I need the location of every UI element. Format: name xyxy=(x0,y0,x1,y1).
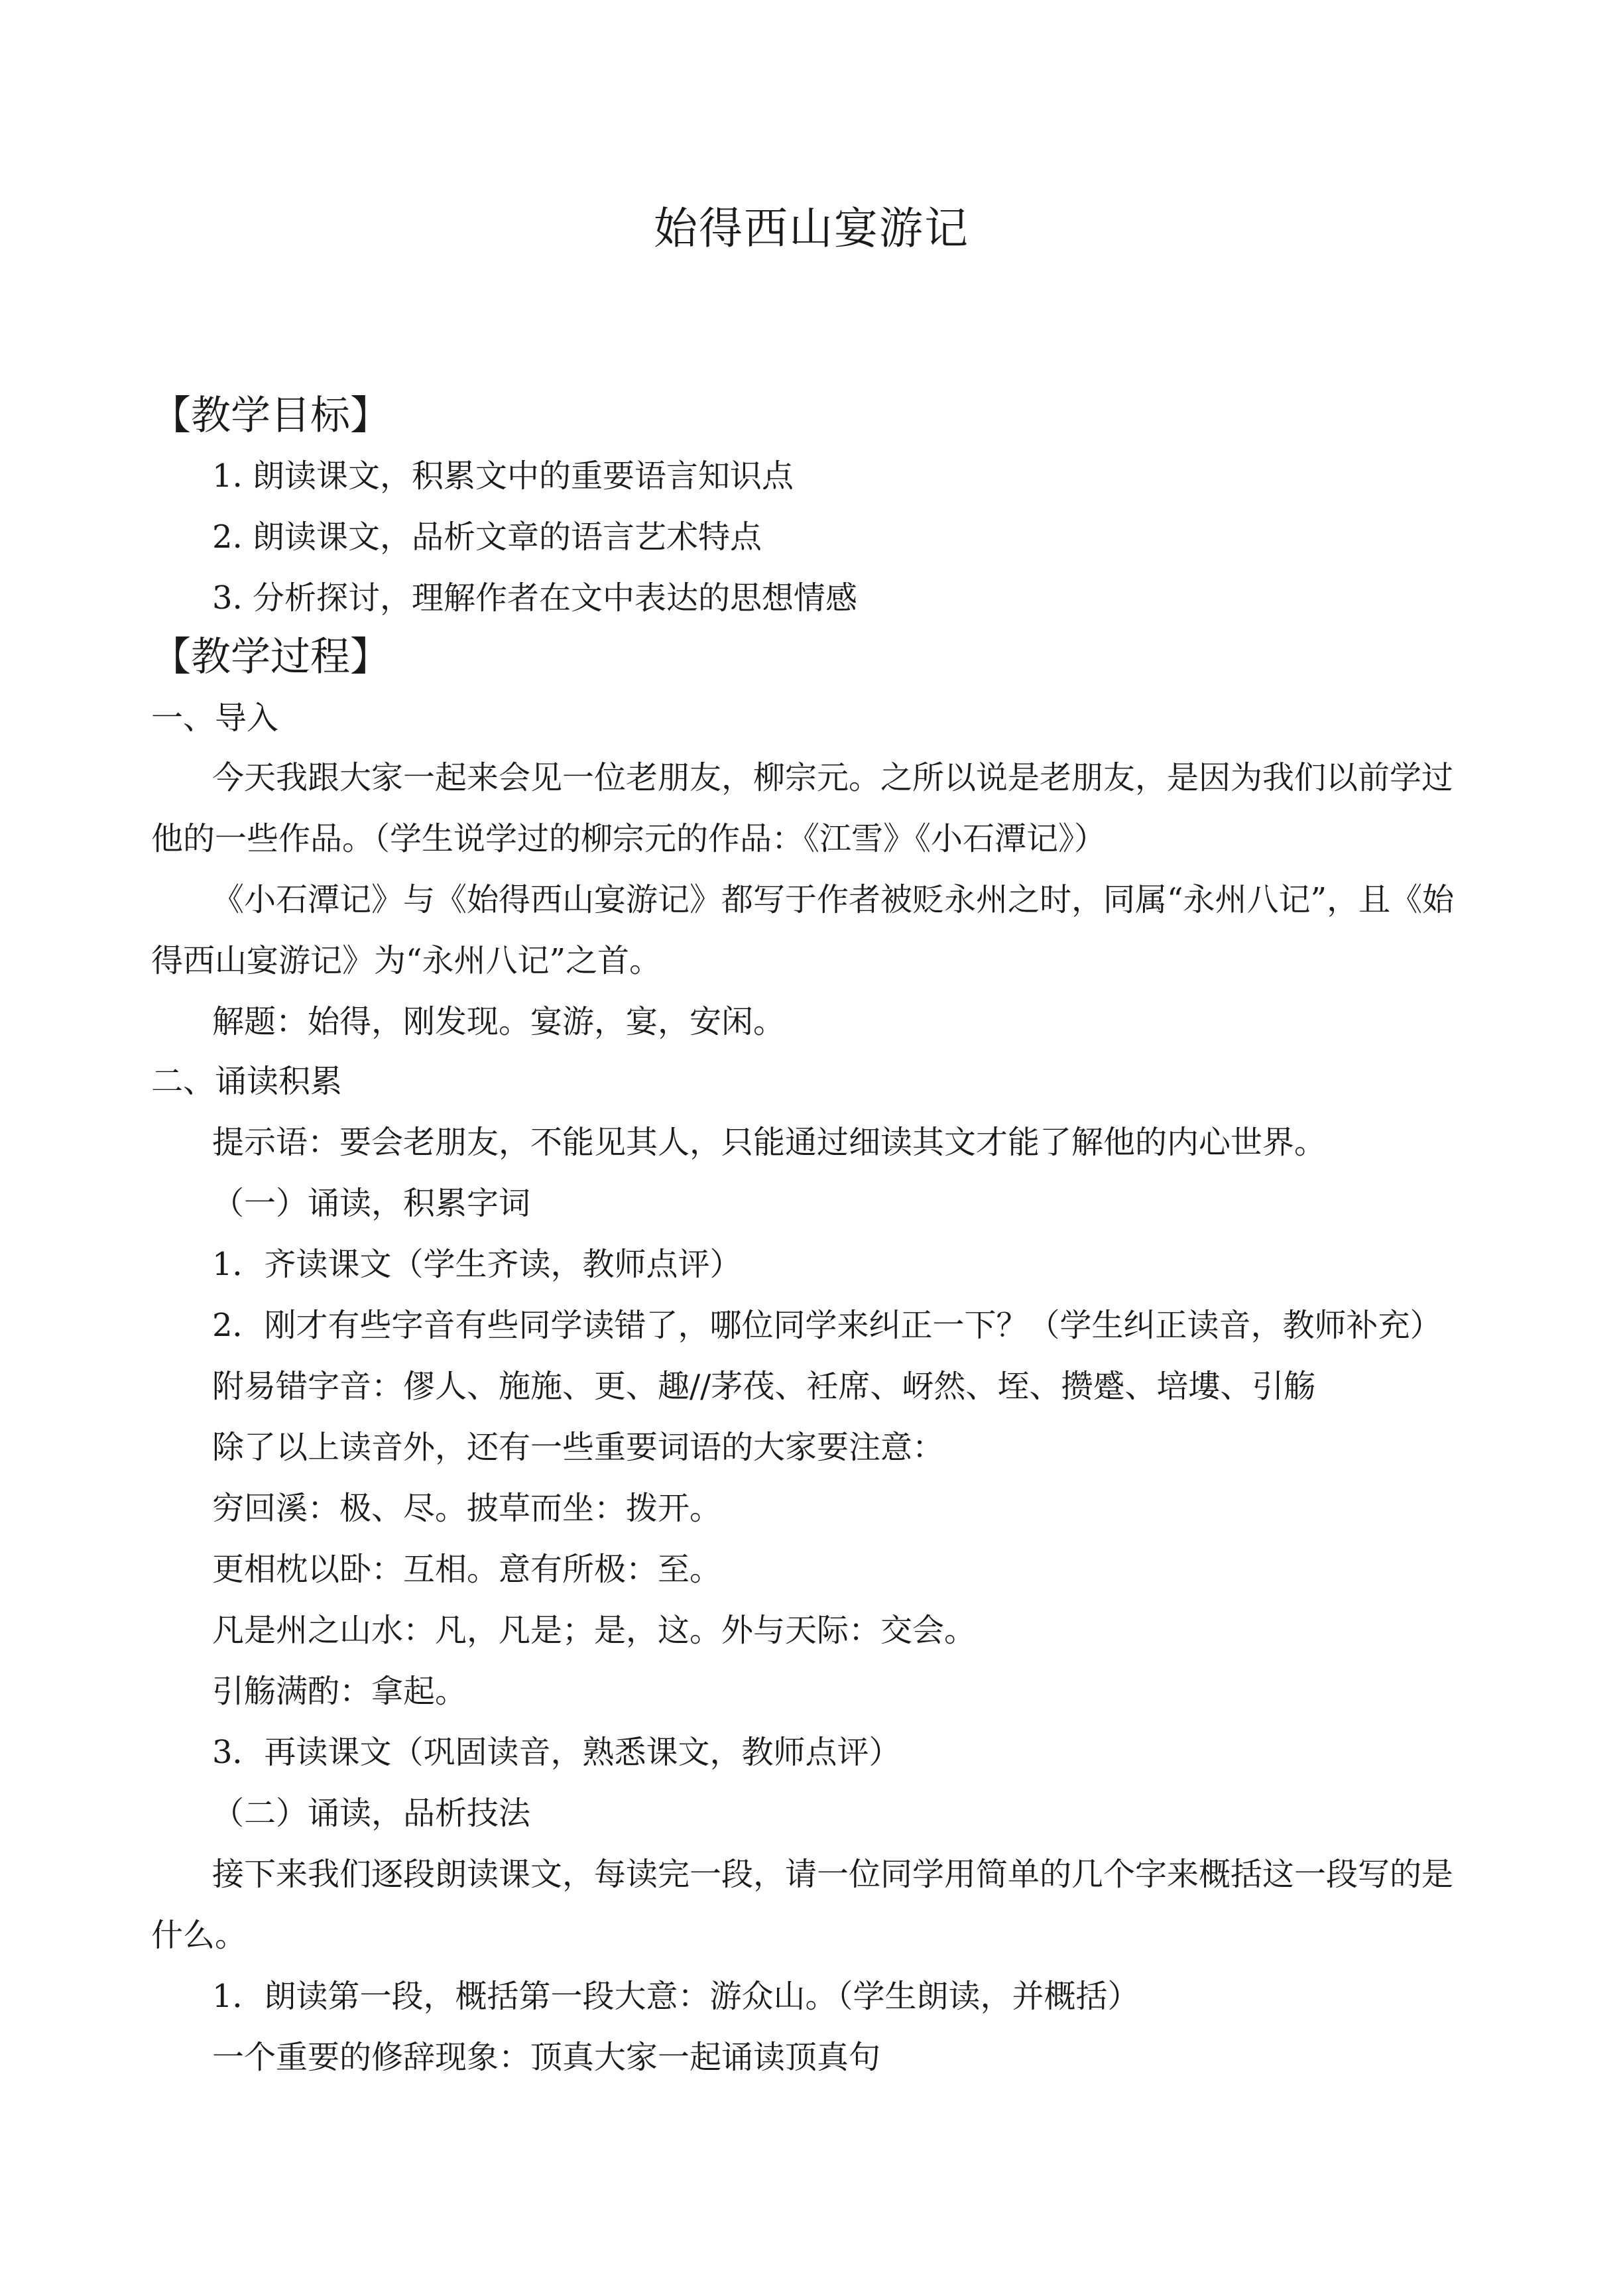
goals-heading: 【教学目标】 xyxy=(151,393,390,439)
goal-item-1: 1. 朗读课文，积累文中的重要语言知识点 xyxy=(212,457,794,495)
paragraph-1-summary: 1．朗读第一段，概括第一段大意：游众山。（学生朗读，并概括） xyxy=(212,1978,1140,2015)
recite-hint: 提示语：要会老朋友，不能见其人，只能通过细读其文才能了解他的内心世界。 xyxy=(212,1124,1327,1161)
vocab-note: 除了以上读音外，还有一些重要词语的大家要注意： xyxy=(212,1429,945,1466)
vocab-item-3: 凡是州之山水：凡，凡是；是，这。外与天际：交会。 xyxy=(212,1612,977,1649)
intro-heading: 一、导入 xyxy=(151,699,279,737)
rhetoric-note: 一个重要的修辞现象：顶真大家一起诵读顶真句 xyxy=(212,2039,881,2076)
recite-subsection-2: （二）诵读，品析技法 xyxy=(212,1795,531,1832)
analysis-intro-line-1: 接下来我们逐段朗读课文，每读完一段，请一位同学用简单的几个字来概括这一段写的是 xyxy=(212,1856,1454,1893)
analysis-intro-line-2: 什么。 xyxy=(151,1917,247,1954)
goal-item-2: 2. 朗读课文，品析文章的语言艺术特点 xyxy=(212,518,762,556)
goal-item-3: 3. 分析探讨，理解作者在文中表达的思想情感 xyxy=(212,579,858,617)
recite-step-2: 2．刚才有些字音有些同学读错了，哪位同学来纠正一下？（学生纠正读音，教师补充） xyxy=(212,1307,1442,1344)
intro-title-explanation: 解题：始得，刚发现。宴游，宴，安闲。 xyxy=(212,1003,786,1040)
intro-paragraph-2-line-2: 得西山宴游记》为“永州八记”之首。 xyxy=(151,942,662,979)
process-heading: 【教学过程】 xyxy=(151,634,390,680)
vocab-item-4: 引觞满酌：拿起。 xyxy=(212,1673,467,1710)
recite-heading: 二、诵读积累 xyxy=(151,1063,343,1100)
intro-paragraph-1-line-1: 今天我跟大家一起来会见一位老朋友，柳宗元。之所以说是老朋友，是因为我们以前学过 xyxy=(212,759,1454,796)
vocab-item-2: 更相枕以卧：互相。意有所极：至。 xyxy=(212,1551,722,1588)
recite-step-1: 1．齐读课文（学生齐读，教师点评） xyxy=(212,1246,742,1283)
recite-subsection-1: （一）诵读，积累字词 xyxy=(212,1185,531,1222)
document-title: 始得西山宴游记 xyxy=(654,203,969,254)
pronunciation-list: 附易错字音：僇人、施施、更、趣//茅茷、衽席、岈然、垤、攒蹙、培塿、引觞 xyxy=(212,1368,1316,1405)
recite-step-3: 3．再读课文（巩固读音，熟悉课文，教师点评） xyxy=(212,1734,901,1771)
intro-paragraph-2-line-1: 《小石潭记》与《始得西山宴游记》都写于作者被贬永州之时，同属“永州八记”，且《始 xyxy=(212,881,1455,918)
intro-paragraph-1-line-2: 他的一些作品。（学生说学过的柳宗元的作品：《江雪》《小石潭记》） xyxy=(151,820,1107,857)
vocab-item-1: 穷回溪：极、尽。披草而坐：拨开。 xyxy=(212,1490,722,1527)
